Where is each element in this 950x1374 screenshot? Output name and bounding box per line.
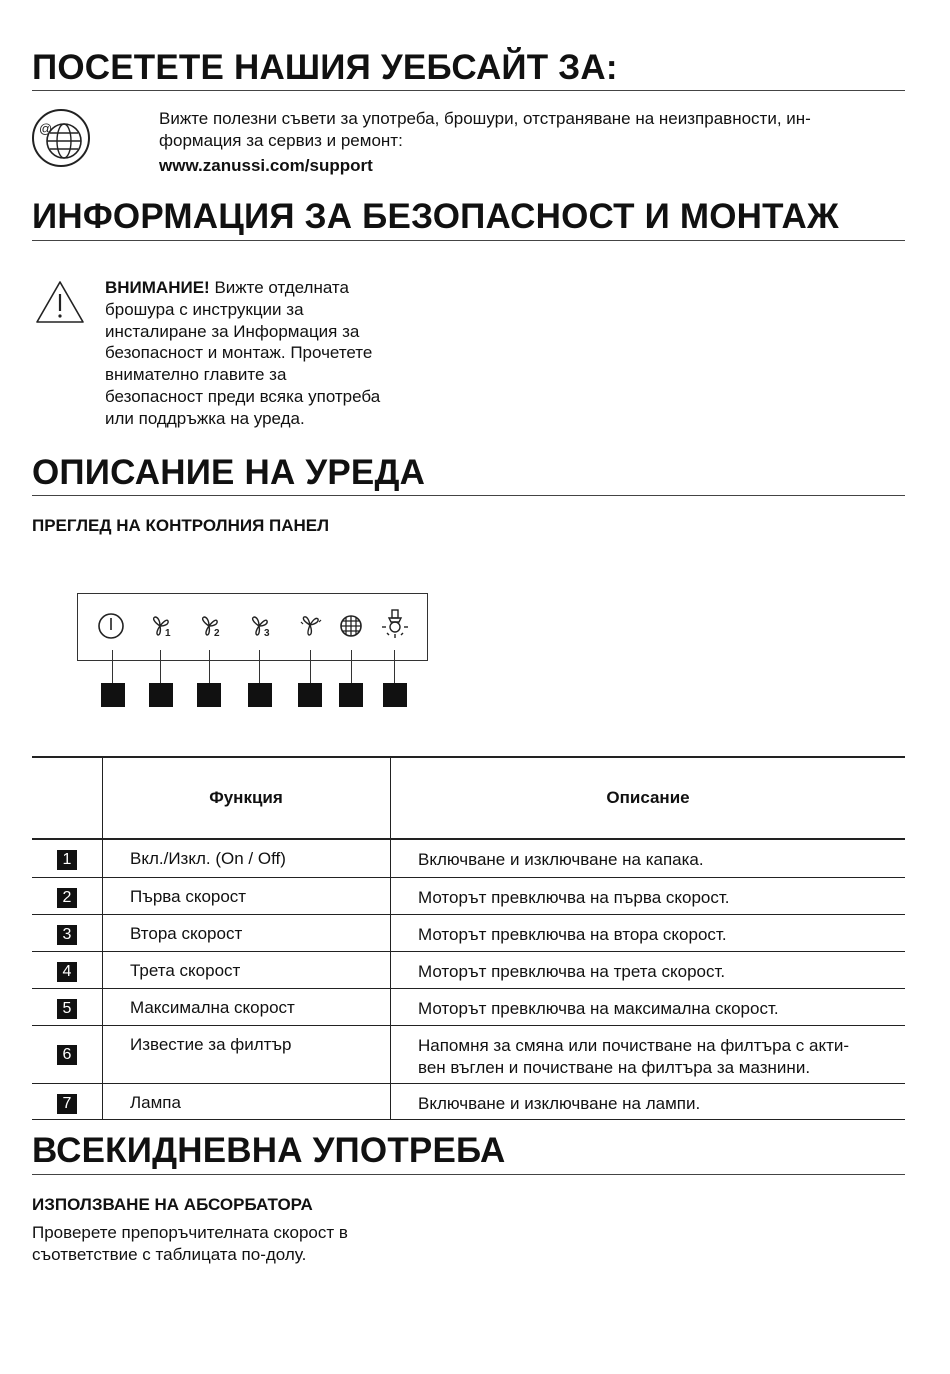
panel-marker-1 [101,683,125,707]
lamp-icon [380,608,410,640]
svg-text:3: 3 [264,628,270,639]
row-function: Втора скорост [103,914,391,951]
row-function: Известие за филтър [103,1025,391,1083]
row-description: Моторът превключва на първа скорост. [391,877,906,914]
row-number: 2 [57,888,77,908]
heading-description: ОПИСАНИЕ НА УРЕДА [32,453,426,492]
heading-daily-use: ВСЕКИДНЕВНА УПОТРЕБА [32,1131,506,1170]
row-number: 1 [57,850,77,870]
divider [32,90,905,91]
row-description: Напомня за смяна или почистване на филтъра с акти- вен въглен и почистване на филтъра за мазнини. [391,1025,906,1083]
row-description: Включване и изключване на капака. [391,839,906,877]
row-description: Моторът превключва на трета скорост. [391,951,906,988]
table-row [32,988,905,1025]
table-row [32,877,905,914]
subheading-control-panel: ПРЕГЛЕД НА КОНТРОЛНИЯ ПАНЕЛ [32,516,330,535]
row-number: 4 [57,962,77,982]
svg-text:2: 2 [214,628,220,639]
table-row [32,839,905,877]
row-description: Моторът превключва на втора скорост. [391,914,906,951]
functions-table [32,756,905,1120]
fan-speed-1-icon [148,612,176,640]
divider [32,240,905,241]
leader-line [160,650,161,684]
leader-line [394,650,395,684]
daily-text-line1: Проверете препоръчителната скорост в [32,1223,348,1242]
table-header-function: Функция [103,757,391,839]
warning-triangle-icon [35,280,85,324]
row-function: Лампа [103,1083,391,1119]
svg-text:@: @ [39,121,53,136]
row-description: Моторът превключва на максимална скорост. [391,988,906,1025]
table-row [32,1083,905,1119]
row-function: Вкл./Изкл. (On / Off) [103,839,391,877]
panel-marker-5 [298,683,322,707]
table-row [32,951,905,988]
table-header-row [32,757,905,839]
panel-marker-7 [383,683,407,707]
fan-speed-3-icon [247,612,275,640]
table-row [32,914,905,951]
row-function: Първа скорост [103,877,391,914]
website-text-line2: формация за сервиз и ремонт: [159,131,403,150]
subheading-hood-use: ИЗПОЛЗВАНЕ НА АБСОРБАТОРА [32,1195,313,1214]
support-link[interactable]: www.zanussi.com/support [159,156,373,175]
fan-max-icon [297,612,325,640]
globe-at-icon [31,108,91,168]
leader-line [310,650,311,684]
daily-text-line2: съответствие с таблицата по-долу. [32,1245,307,1264]
panel-marker-6 [339,683,363,707]
warning-text: ВНИМАНИЕ! Вижте отделната брошура с инструкции за инсталиране за Информация за безопасност и монтаж. Прочетете внимателно главите за безопасност преди всяка употреба или поддръжка на уреда. [105,278,381,428]
heading-safety: ИНФОРМАЦИЯ ЗА БЕЗОПАСНОСТ И МОНТАЖ [32,197,839,236]
svg-text:1: 1 [165,628,171,639]
row-function: Трета скорост [103,951,391,988]
leader-line [112,650,113,684]
fan-speed-2-icon [197,612,225,640]
table-header-description: Описание [391,757,906,839]
row-number: 5 [57,999,77,1019]
panel-marker-4 [248,683,272,707]
row-number: 3 [57,925,77,945]
power-icon [97,612,125,640]
leader-line [259,650,260,684]
row-function: Максимална скорост [103,988,391,1025]
warning-label: ВНИМАНИЕ! [105,278,210,297]
table-header-num [32,757,103,839]
panel-marker-3 [197,683,221,707]
row-number: 6 [57,1045,77,1065]
divider [32,1174,905,1175]
row-number: 7 [57,1094,77,1114]
table-row [32,1025,905,1083]
leader-line [351,650,352,684]
leader-line [209,650,210,684]
panel-marker-2 [149,683,173,707]
row-description: Включване и изключване на лампи. [391,1083,906,1119]
divider [32,495,905,496]
filter-icon [337,612,365,640]
heading-website: ПОСЕТЕТЕ НАШИЯ УЕБСАЙТ ЗА: [32,48,618,87]
website-text-line1: Вижте полезни съвети за употреба, брошури, отстраняване на неизправности, ин- [159,109,811,128]
